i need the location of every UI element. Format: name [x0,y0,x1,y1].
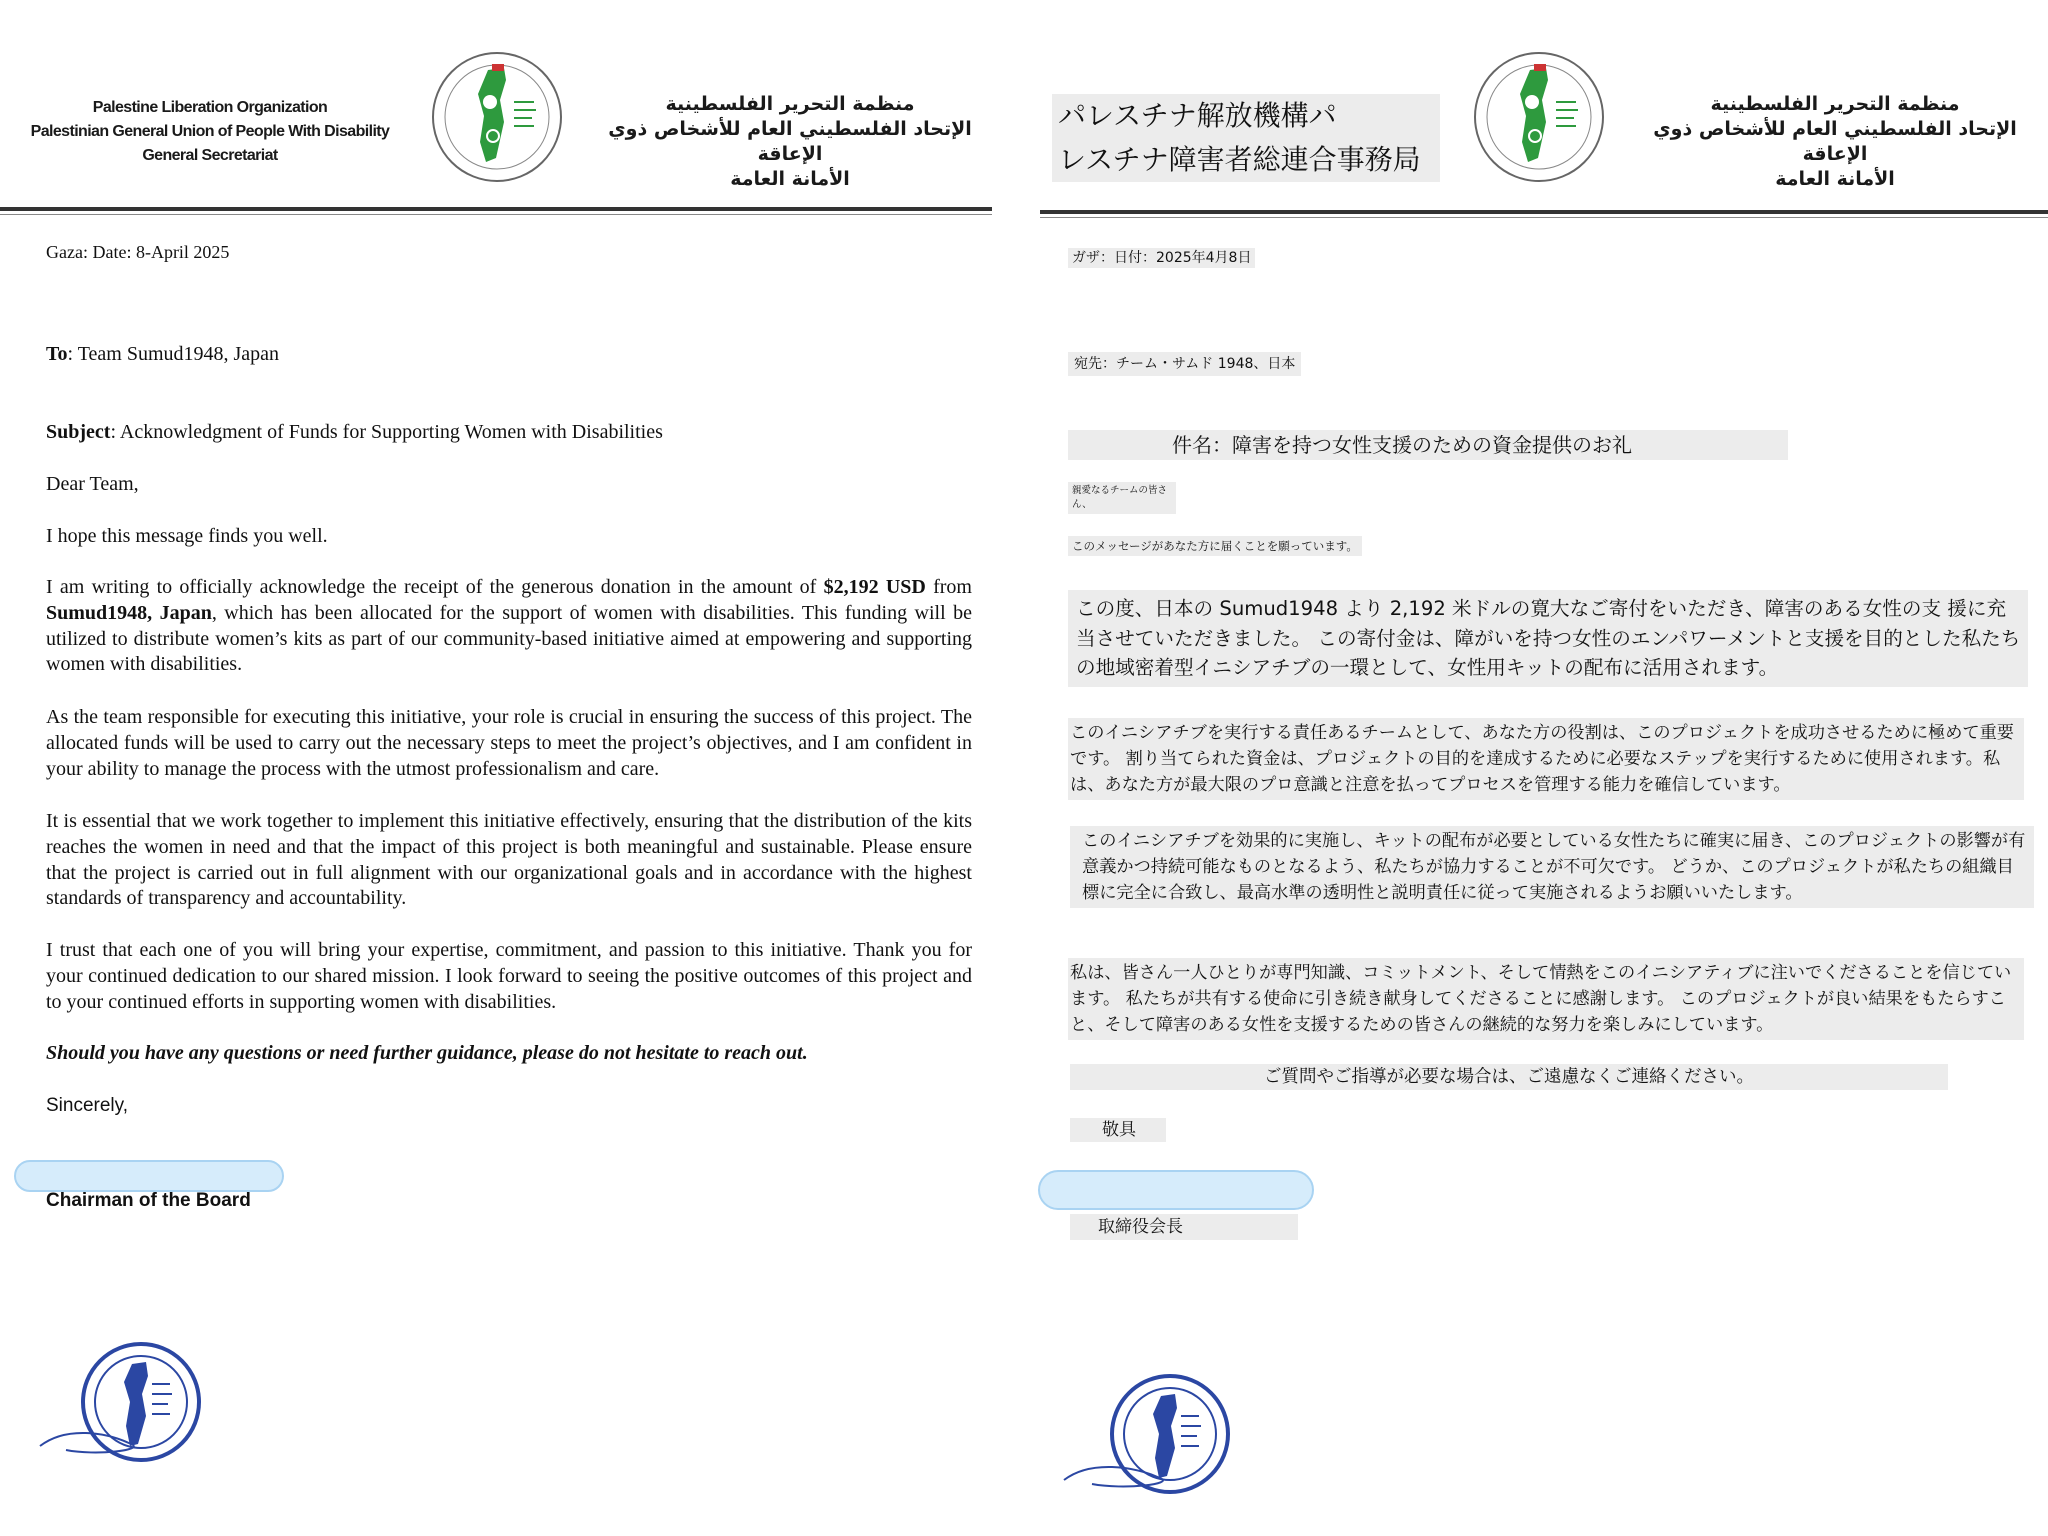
left-header-rule [0,207,992,211]
left-header-rule-thin [0,214,992,215]
subject-label: Subject [46,421,111,443]
right-header-arabic [1650,92,2020,192]
paragraph-4: I trust that each one of you will bring your expertise, commitment, and passion to this initiative. Thank you for your continued dedication to our shared mission. I look forward to seeing the positive outcomes of this project and to your continued efforts in supporting women with disabilities. [46,939,972,1013]
right-header-japanese [1052,94,1440,182]
donor-name: Sumud1948, Japan [46,601,212,624]
right-header-rule-thin [1040,217,2048,218]
paragraph-1: I am writing to officially acknowledge the receipt of the generous donation in the amount of $2,192 USD from Sumud1948, Japan, which has been allocated for the support of women with disabilities. This funding will be utilized to distribute women’s kits as part of our community-based initiative aimed at empowering and supporting women with disabilities. [46,576,972,676]
jp-paragraph-2: このイニシアチブを実行する責任あるチームとして、あなた方の役割は、このプロジェクトを成功させるために極めて重要です。 割り当てられた資金は、プロジェクトの目的を達成するために必要なステップを実行するために使用されます。私は、あなた方が最大限のプロ意識と注意を払ってプロセスを管理する能力を確信しています。 [1068,718,2024,800]
jp-sign-off: 敬具 [1070,1118,1166,1142]
header-arabic-line-2: الإتحاد الفلسطيني العام للأشخاص ذوي الإعاقة [1653,118,2017,165]
paragraph-3: It is essential that we work together to implement this initiative effectively, ensuring that the distribution of the kits reaches the women in need and that the impact of this project is both meaningful and sustainable. Please ensure that the project is carried out in full alignment with our organizational goals and in accordance with the highest standards of transparency and accountability. [46,810,972,910]
opening-line: I hope this message finds you well. [46,525,328,547]
header-jp-line-1: パレスチナ解放機構パ [1058,99,1337,132]
jp-closing-note: ご質問やご指導が必要な場合は、ご遠慮なくご連絡ください。 [1070,1064,1948,1090]
jp-signatory-title: 取締役会長 [1070,1214,1298,1240]
pgupwd-logo-right [1472,50,1606,184]
header-org-line-3: General Secretariat [142,147,278,164]
jp-redacted-signature-name [1038,1170,1314,1210]
header-org-line-1: Palestine Liberation Organization [92,99,328,116]
jp-paragraph-4: 私は、皆さん一人ひとりが専門知識、コミットメント、そして情熱をこのイニシアティブに注いでくださることを信じています。 私たちが共有する使命に引き続き献身してくださることに感謝します。 このプロジェクトが良い結果をもたらすこと、そして障害のある女性を支援するための皆さんの継続的な努力を楽しみにしています。 [1068,958,2024,1040]
jp-paragraph-3: このイニシアチブを効果的に実施し、キットの配布が必要としている女性たちに確実に届き、このプロジェクトの影響が有意義かつ持続可能なものとなるよう、私たちが協力することが不可欠です。 どうか、このプロジェクトが私たちの組織目標に完全に合致し、最高水準の透明性と説明責任に従って実施されるようお願いいたします。 [1070,826,2034,908]
right-header-rule [1040,210,2048,214]
official-seal-stamp [36,1340,206,1470]
header-arabic-line-1: منظمة التحرير الفلسطينية [665,93,915,115]
signatory-title: Chairman of the Board [46,1190,251,1211]
jp-date-line: ガザ：日付：2025年4月8日 [1068,248,1255,268]
to-label: To [46,343,68,365]
header-arabic-line-3: الأمانة العامة [1775,168,1895,190]
donation-amount: $2,192 USD [823,576,926,598]
header-arabic-line-3: الأمانة العامة [730,168,850,190]
jp-to-line: 宛先：チーム・サムド 1948、日本 [1068,352,1301,376]
official-seal-stamp-right [1060,1372,1240,1502]
jp-greeting: 親愛なるチームの皆さん、 [1068,482,1176,514]
header-arabic-line-2: الإتحاد الفلسطيني العام للأشخاص ذوي الإعاقة [608,118,972,165]
to-line [46,342,279,368]
greeting: Dear Team, [46,473,139,495]
paragraph-2: As the team responsible for executing this initiative, your role is crucial in ensuring the success of this project. The allocated funds will be used to carry out the necessary steps to meet the project’s objectives, and I am confident in your ability to manage the process with the utmost professionalism and care. [46,706,972,780]
header-jp-line-2: レスチナ障害者総連合事務局 [1058,143,1421,176]
subject-line [46,420,663,446]
subject-value: : Acknowledgment of Funds for Supporting Women with Disabilities [110,421,663,443]
header-arabic-line-1: منظمة التحرير الفلسطينية [1710,93,1960,115]
to-value: : Team Sumud1948, Japan [67,343,280,365]
left-header-arabic [600,92,980,192]
left-header-english [20,96,400,168]
pgupwd-logo [430,50,564,184]
jp-paragraph-1: この度、日本の Sumud1948 より 2,192 米ドルの寛大なご寄付をいただき、障害のある女性の支 援に充当させていただきました。 この寄付金は、障がいを持つ女性のエンパワーメントと支援を目的とした私たちの地域密着型イニシアチブの一環として、女性用キットの配布に活用されます。 [1068,590,2028,687]
sign-off: Sincerely, [46,1095,129,1116]
jp-subject-line: 件名：障害を持つ女性支援のための資金提供のお礼 [1068,430,1788,460]
date-line: Gaza: Date: 8-April 2025 [46,242,230,262]
jp-opening-line: このメッセージがあなた方に届くことを願っています。 [1068,536,1362,556]
closing-note: Should you have any questions or need further guidance, please do not hesitate to reach out. [46,1042,808,1064]
header-org-line-2: Palestinian General Union of People With Disability [30,123,390,140]
